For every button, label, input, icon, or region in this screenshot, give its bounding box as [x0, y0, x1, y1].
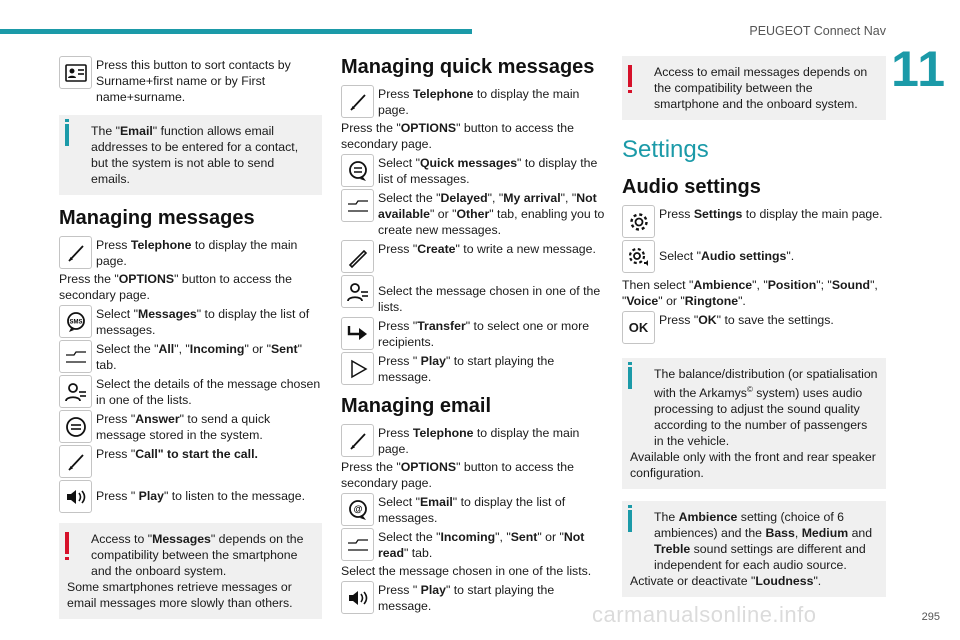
- sort-contacts-row: [59, 56, 322, 105]
- section-settings: Settings: [622, 136, 709, 163]
- step-call: Press "Call" to start the call.: [59, 445, 322, 478]
- svg-text:SMS: SMS: [68, 319, 83, 325]
- step-ok: OK Press "OK" to save the settings.: [622, 311, 886, 344]
- note-ambience: The Ambience setting (choice of 6 ambiences) and the Bass, Medium and Treble sound settings are different and independent for each audio source. Activate or deactivate "Loudness".: [622, 501, 886, 597]
- step-telephone: Press Telephone to display the main page.: [341, 85, 606, 118]
- pencil-icon: [341, 240, 374, 273]
- step-play: Press " Play" to start playing the message.: [341, 352, 606, 385]
- note-email-access: Access to email messages depends on the compatibility between the smartphone and the onboard system.: [622, 56, 886, 120]
- chapter-number: 11: [891, 41, 946, 97]
- sort-contacts-icon: [59, 56, 92, 89]
- column-left: [59, 56, 322, 631]
- note-messages-access: Access to "Messages" depends on the compatibility between the smartphone and the onboard system. Some smartphones retrieve messages or email messages more slowly than others.: [59, 523, 322, 619]
- step-quick-messages: Select "Quick messages" to display the list of messages.: [341, 154, 606, 187]
- contact-details-icon: [59, 375, 92, 408]
- tab-icon: [341, 189, 374, 222]
- ok-button-icon: OK: [622, 311, 655, 344]
- page-number: 295: [921, 611, 940, 623]
- email-icon: [341, 493, 374, 526]
- step-answer: Press "Answer" to send a quick message stored in the system.: [59, 410, 322, 443]
- contact-details-icon: [341, 275, 374, 308]
- quick-message-bubble-icon: [341, 154, 374, 187]
- header-accent-bar: [0, 29, 472, 34]
- audio-settings-icon: [622, 240, 655, 273]
- tab-icon: [341, 528, 374, 561]
- step-create: Press "Create" to write a new message.: [341, 240, 606, 273]
- heading-managing-email: Managing email: [341, 395, 492, 417]
- sms-bubble-icon: [59, 305, 92, 338]
- warning-icon: [65, 532, 69, 554]
- pen-icon: [59, 236, 92, 269]
- step-select: Select the message chosen in one of the lists.: [341, 275, 606, 315]
- info-icon: [65, 124, 69, 146]
- info-icon: [628, 367, 632, 389]
- options-text: Press the "OPTIONS" button to access the secondary page.: [59, 272, 292, 302]
- heading-quick-messages: Managing quick messages: [341, 56, 595, 78]
- pen-icon: [341, 424, 374, 457]
- step-details: Select the details of the message chosen in one of the lists.: [59, 375, 322, 408]
- transfer-arrow-icon: [341, 317, 374, 350]
- step-tabs: Select the "Delayed", "My arrival", "Not available" or "Other" tab, enabling you to create new messages.: [341, 189, 606, 238]
- step-email-tabs: Select the "Incoming", "Sent" or "Not read" tab.: [341, 528, 606, 561]
- quick-message-icon: [59, 410, 92, 443]
- step-audio-settings: Select "Audio settings".: [622, 240, 886, 273]
- pen-icon: [59, 445, 92, 478]
- step-tabs: Select the "All", "Incoming" or "Sent" tab.: [59, 340, 322, 373]
- pen-icon: [341, 85, 374, 118]
- manual-title: PEUGEOT Connect Nav: [749, 24, 886, 38]
- gear-icon: [622, 205, 655, 238]
- step-play: Press " Play" to listen to the message.: [59, 480, 322, 513]
- step-telephone-email: Press Telephone to display the main page.: [341, 424, 606, 457]
- speaker-icon: [59, 480, 92, 513]
- heading-audio-settings: Audio settings: [622, 176, 761, 198]
- note-balance: The balance/distribution (or spatialisation with the Arkamys© system) uses audio processing to adjust the sound quality according to the number of passengers in the vehicle. Available only with the front and rear speaker configuration.: [622, 358, 886, 489]
- note-email-function: The "Email" function allows email addresses to be entered for a contact, but the system is not able to send emails.: [59, 115, 322, 195]
- info-icon: [628, 510, 632, 532]
- step-email-play: Press " Play" to start playing the message.: [341, 581, 606, 614]
- watermark: carmanualsonline.info: [592, 602, 817, 627]
- tab-icon: [59, 340, 92, 373]
- step-messages: SMS Select "Messages" to display the list of messages.: [59, 305, 322, 338]
- column-right: Access to email messages depends on the compatibility between the smartphone and the onboard system. Settings Audio settings Press Settings to display the main page. Select "Audio settings". Then select "Ambience", "Position"; "Sound", "Voice" or "Ringtone". OK Press "OK" to save the settings. The balance/distribution (or spatialisation with the Arkamys© system) uses audio processing to adjust the sound quality according to the number of passengers in the vehicle. Available only with the front and rear speaker configuration. The Ambience setting (choice of 6 ambiences) and the Bass, Medium and Treble sound settings are different and independent for each audio source. Activate or deactivate "Loudness".: [622, 56, 886, 609]
- play-icon: [341, 352, 374, 385]
- column-middle: Managing quick messages Press Telephone to display the main page. Press the "OPTIONS" button to access the secondary page. Select "Quick messages" to display the list of messages. Select the "Delayed", "My arrival", "Not available" or "Other" tab, enabling you to create new messages. Press "Create" to write a new message. Select the message chosen in one of the lists. Press "Transfer" to select one or more recipients. Press " Play" to start playing the message. Managing email Press Telephone to display the main page. Press the "OPTIONS" button to access the secondary page. @ Select "Email" to display the list of messages. Select the "Incoming", "Sent" or "Not read" tab. Select the message chosen in one of the lists. Press " Play" to start playing the message.: [341, 56, 605, 613]
- step-transfer: Press "Transfer" to select one or more recipients.: [341, 317, 606, 350]
- sort-contacts-text: Press this button to sort contacts by Surname+first name or by First name+surname.: [96, 58, 291, 104]
- step-telephone: Press Telephone to display the main page.: [59, 236, 322, 269]
- heading-managing-messages: Managing messages: [59, 207, 255, 229]
- warning-icon: [628, 65, 632, 87]
- step-settings: Press Settings to display the main page.: [622, 205, 886, 238]
- step-email: @ Select "Email" to display the list of messages.: [341, 493, 606, 526]
- svg-text:@: @: [353, 503, 362, 514]
- speaker-icon: [341, 581, 374, 614]
